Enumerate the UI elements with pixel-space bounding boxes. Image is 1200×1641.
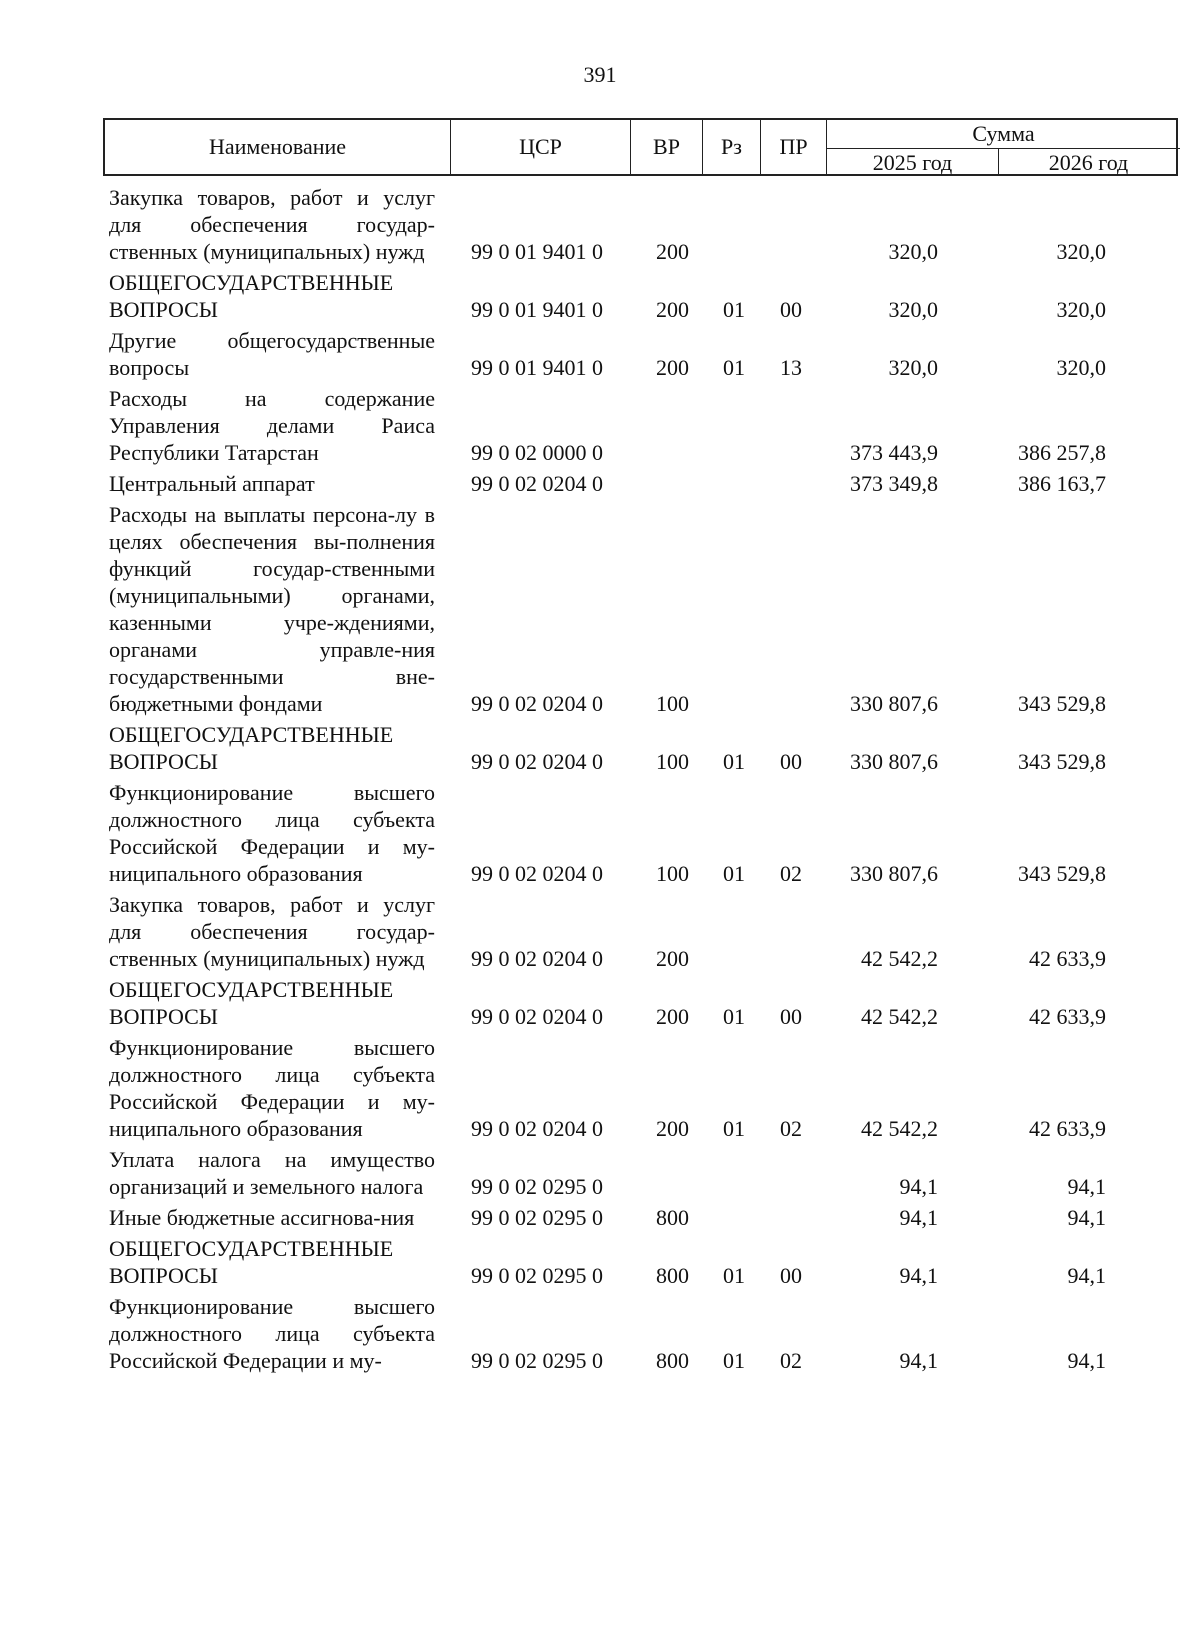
row-rz: 01 [723,355,745,380]
row-sum-2025: 320,0 [888,355,938,380]
row-csr: 99 0 02 0204 0 [471,861,603,886]
row-rz: 01 [723,861,745,886]
row-csr: 99 0 02 0204 0 [471,691,603,716]
table-row [103,1235,1178,1289]
table-row [103,501,1178,717]
row-csr: 99 0 02 0295 0 [471,1348,603,1373]
row-sum-2026: 320,0 [1056,297,1106,322]
row-sum-2026: 94,1 [1067,1205,1106,1230]
row-rz: 01 [723,749,745,774]
row-sum-2025: 373 349,8 [850,471,938,496]
row-name: Закупка товаров, работ и услуг для обеспечения государ-ственных (муниципальных) нужд [109,892,435,971]
table-row [103,184,1178,265]
row-name: ОБЩЕГОСУДАРСТВЕННЫЕ ВОПРОСЫ [109,270,394,322]
row-csr: 99 0 01 9401 0 [471,239,603,264]
row-name: Другие общегосударственные вопросы [109,328,435,380]
table-row [103,976,1178,1030]
row-sum-2026: 343 529,8 [1018,691,1106,716]
row-vr: 100 [656,691,689,716]
row-vr: 800 [656,1205,689,1230]
row-vr: 100 [656,749,689,774]
page-number: 391 [583,62,617,87]
row-rz: 01 [723,1348,745,1373]
row-rz: 01 [723,1004,745,1029]
row-name: Уплата налога на имущество организаций и земельного налога [109,1147,435,1199]
row-csr: 99 0 02 0295 0 [471,1263,603,1288]
row-name: Расходы на содержание Управления делами Раиса Республики Татарстан [109,386,435,465]
row-vr: 800 [656,1263,689,1288]
row-sum-2026: 42 633,9 [1029,1116,1106,1141]
row-name: ОБЩЕГОСУДАРСТВЕННЫЕ ВОПРОСЫ [109,722,394,774]
header-pr: ПР [761,120,827,174]
row-sum-2025: 42 542,2 [861,1004,938,1029]
row-sum-2026: 343 529,8 [1018,749,1106,774]
row-csr: 99 0 01 9401 0 [471,355,603,380]
table-body [103,180,1178,1374]
table-row [103,779,1178,887]
table-row [103,470,1178,497]
row-sum-2026: 94,1 [1067,1174,1106,1199]
row-sum-2025: 373 443,9 [850,440,938,465]
row-vr: 200 [656,297,689,322]
table-row [103,1034,1178,1142]
header-year-2026: 2026 год [1048,149,1129,175]
header-sum: Сумма [827,120,1180,149]
row-sum-2025: 330 807,6 [850,691,938,716]
row-name: ОБЩЕГОСУДАРСТВЕННЫЕ ВОПРОСЫ [109,977,394,1029]
row-sum-2025: 330 807,6 [850,749,938,774]
row-vr: 200 [656,946,689,971]
row-name: Закупка товаров, работ и услуг для обеспечения государ-ственных (муниципальных) нужд [109,185,435,264]
row-name: ОБЩЕГОСУДАРСТВЕННЫЕ ВОПРОСЫ [109,1236,394,1288]
row-sum-2026: 42 633,9 [1029,1004,1106,1029]
table-row [103,891,1178,972]
table-row [103,1293,1178,1374]
row-vr: 200 [656,239,689,264]
header-csr: ЦСР [451,120,631,174]
row-name: Расходы на выплаты персона-лу в целях обеспечения вы-полнения функций государ-ственными (муниципальными) органами, казенными учре-ждениями, органами управле-ния государственными вне-бюджетными фондами [109,502,435,716]
row-csr: 99 0 02 0204 0 [471,1116,603,1141]
row-sum-2026: 320,0 [1056,239,1106,264]
header-name: Наименование [105,120,451,174]
row-csr: 99 0 02 0204 0 [471,946,603,971]
row-csr: 99 0 02 0204 0 [471,1004,603,1029]
row-sum-2026: 94,1 [1067,1263,1106,1288]
row-sum-2026: 320,0 [1056,355,1106,380]
row-sum-2025: 94,1 [899,1205,938,1230]
row-name: Функционирование высшего должностного лица субъекта Российской Федерации и му-ниципального образования [109,780,435,886]
row-pr: 00 [780,1004,802,1029]
table-row [103,327,1178,381]
row-vr: 200 [656,1116,689,1141]
header-year-2025: 2025 год [827,149,999,176]
row-csr: 99 0 01 9401 0 [471,297,603,322]
row-sum-2026: 386 257,8 [1018,440,1106,465]
row-sum-2025: 42 542,2 [861,1116,938,1141]
row-sum-2026: 42 633,9 [1029,946,1106,971]
row-pr: 02 [780,861,802,886]
row-csr: 99 0 02 0000 0 [471,440,603,465]
table-row [103,1204,1178,1231]
row-vr: 200 [656,1004,689,1029]
row-vr: 800 [656,1348,689,1373]
row-csr: 99 0 02 0295 0 [471,1205,603,1230]
row-sum-2026: 386 163,7 [1018,471,1106,496]
row-csr: 99 0 02 0295 0 [471,1174,603,1199]
table-row [103,385,1178,466]
row-csr: 99 0 02 0204 0 [471,749,603,774]
row-name: Центральный аппарат [109,471,315,496]
row-pr: 00 [780,749,802,774]
row-name: Функционирование высшего должностного лица субъекта Российской Федерации и му-ниципального образования [109,1035,435,1141]
row-name: Иные бюджетные ассигнова-ния [109,1205,415,1230]
row-rz: 01 [723,297,745,322]
table-row [103,721,1178,775]
row-sum-2025: 330 807,6 [850,861,938,886]
header-vr: ВР [631,120,703,174]
row-sum-2025: 320,0 [888,297,938,322]
row-sum-2025: 94,1 [899,1263,938,1288]
row-name: Функционирование высшего должностного лица субъекта Российской Федерации и му- [109,1294,435,1373]
table-header [103,118,1178,176]
row-sum-2025: 94,1 [899,1348,938,1373]
row-vr: 200 [656,355,689,380]
row-vr: 100 [656,861,689,886]
table-row [103,1146,1178,1200]
row-pr: 13 [780,355,802,380]
row-pr: 00 [780,297,802,322]
row-sum-2025: 320,0 [888,239,938,264]
row-sum-2026: 94,1 [1067,1348,1106,1373]
row-sum-2025: 42 542,2 [861,946,938,971]
row-rz: 01 [723,1116,745,1141]
row-sum-2025: 94,1 [899,1174,938,1199]
row-pr: 02 [780,1116,802,1141]
table-row [103,269,1178,323]
row-rz: 01 [723,1263,745,1288]
row-pr: 00 [780,1263,802,1288]
row-sum-2026: 343 529,8 [1018,861,1106,886]
row-pr: 02 [780,1348,802,1373]
header-rz: Рз [703,120,761,174]
row-csr: 99 0 02 0204 0 [471,471,603,496]
